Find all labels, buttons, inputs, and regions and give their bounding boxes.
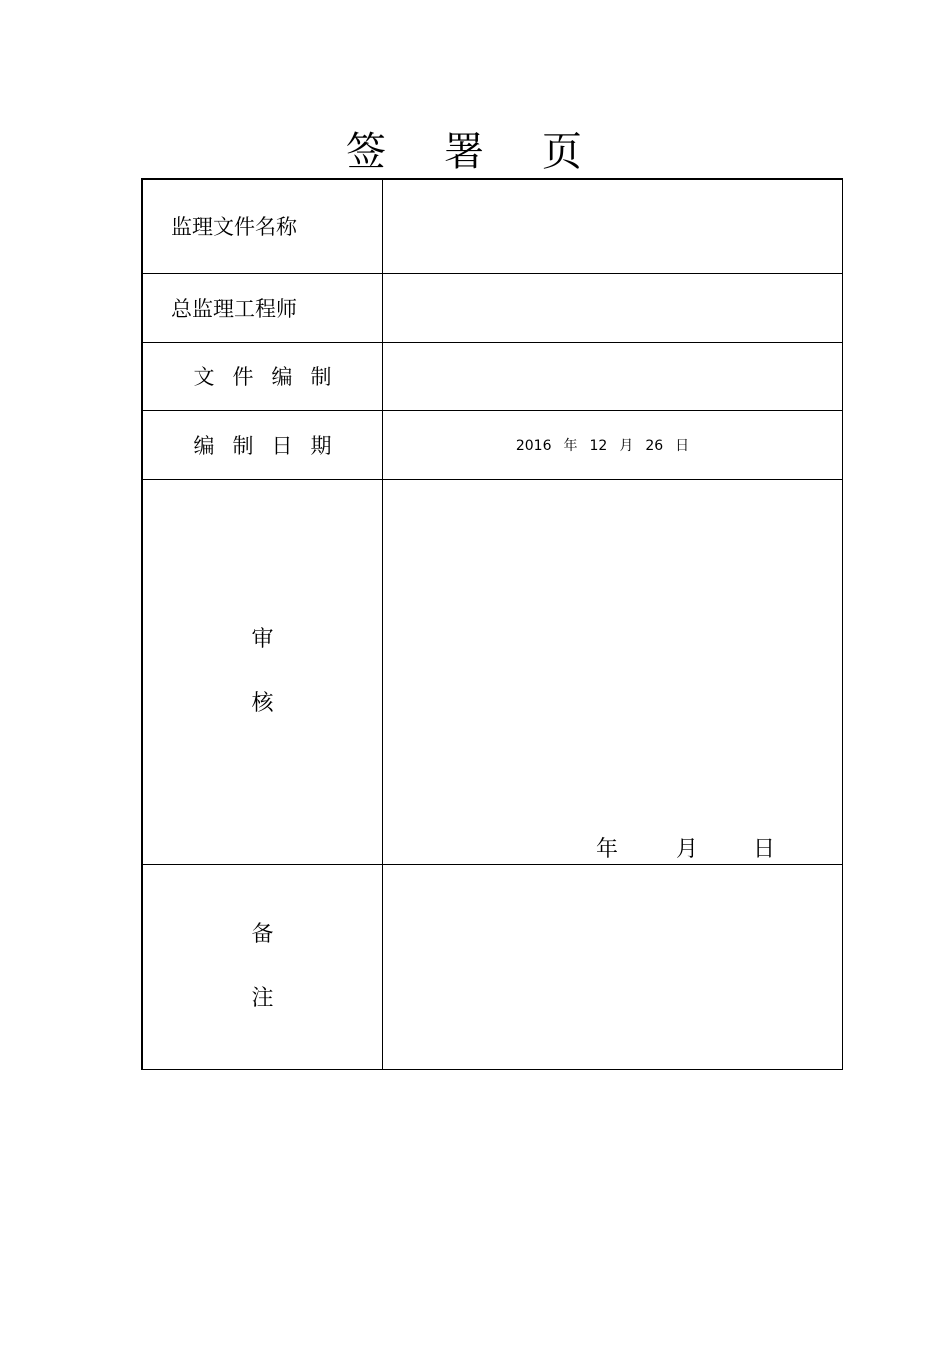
label-review-char-1: 审 — [251, 626, 274, 652]
field-document-name[interactable] — [383, 179, 843, 273]
compile-date-year-unit: 年 — [563, 437, 578, 454]
review-date-day-unit: 日 — [753, 836, 776, 862]
row-compile-date — [142, 410, 843, 479]
label-document-name: 监理文件名称 — [142, 179, 383, 273]
label-remarks-char-2: 注 — [251, 985, 274, 1011]
label-compiled-by-cell — [142, 342, 383, 410]
compile-date-day: 26 — [645, 437, 664, 454]
label-compiled-by: 文件编制 — [193, 365, 350, 389]
row-review — [142, 479, 843, 864]
field-review[interactable] — [383, 479, 843, 864]
row-chief-engineer — [142, 273, 843, 342]
label-remarks — [142, 864, 383, 1069]
signature-table — [141, 178, 843, 1070]
label-remarks-char-1: 备 — [251, 921, 274, 947]
label-review — [142, 479, 383, 864]
row-remarks — [142, 864, 843, 1069]
field-remarks[interactable] — [383, 864, 843, 1069]
compile-date-day-unit: 日 — [675, 437, 690, 454]
compile-date-month-unit: 月 — [619, 437, 634, 454]
page-title: 签署页 — [346, 129, 640, 175]
review-date-line — [596, 836, 775, 864]
label-review-char-2: 核 — [251, 690, 274, 716]
compile-date-year: 2016 — [515, 437, 552, 454]
label-compile-date: 编制日期 — [193, 433, 350, 458]
review-date-year-unit: 年 — [596, 836, 619, 862]
review-date-month-unit: 月 — [676, 836, 699, 862]
field-compiled-by[interactable] — [383, 342, 843, 410]
label-compile-date-cell — [142, 410, 383, 479]
label-chief-engineer: 总监理工程师 — [142, 273, 383, 342]
row-compiled-by — [142, 342, 843, 410]
compile-date-month: 12 — [589, 437, 608, 454]
field-chief-engineer[interactable] — [383, 273, 843, 342]
row-document-name — [142, 179, 843, 273]
field-compile-date[interactable] — [383, 410, 843, 479]
